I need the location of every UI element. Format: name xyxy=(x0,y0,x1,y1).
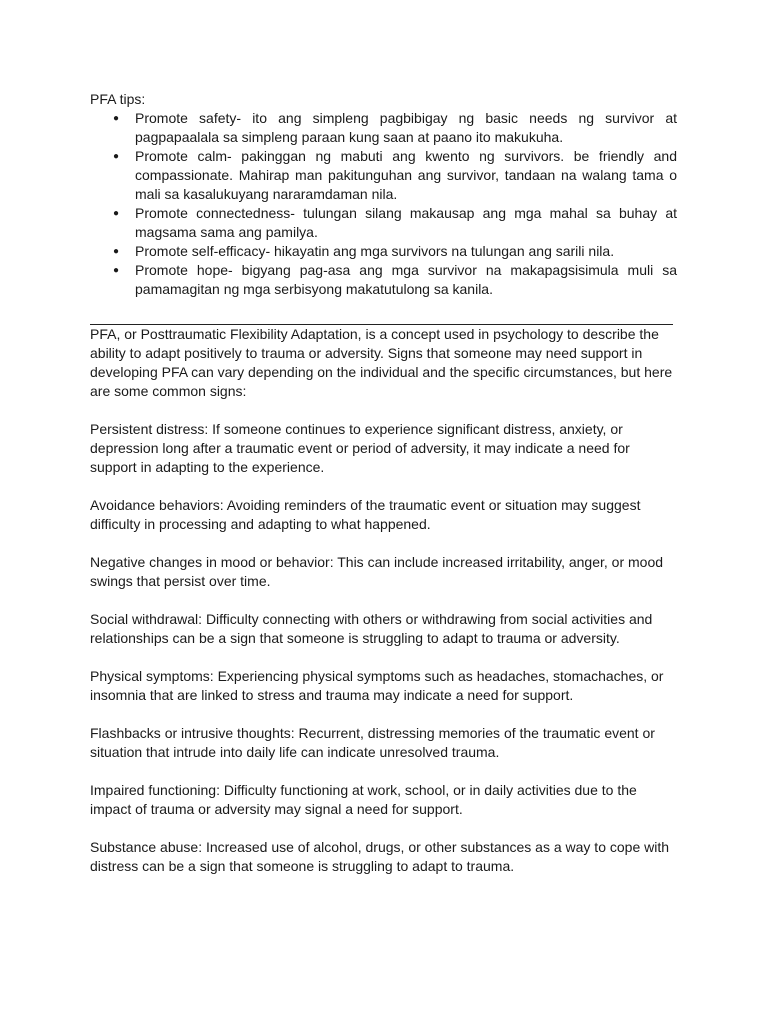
sign-substance-abuse: Substance abuse: Increased use of alcohol, drugs, or other substances as a way to cope with distress can be a sign that someone is struggling to adapt to trauma. xyxy=(90,839,670,874)
bullet-icon: ● xyxy=(113,208,120,219)
tip-text: Promote hope- bigyang pag-asa ang mga survivor na makapagsisimula muli sa pamamagitan ng mga serbisyong makatutulong sa kanila. xyxy=(135,262,677,297)
tip-item-self-efficacy xyxy=(90,242,677,261)
bullet-icon: ● xyxy=(113,246,120,257)
sign-physical-symptoms: Physical symptoms: Experiencing physical symptoms such as headaches, stomachaches, or insomnia that are linked to stress and trauma may indicate a need for support. xyxy=(90,668,664,703)
document-page xyxy=(90,90,677,895)
sign-persistent-distress: Persistent distress: If someone continues to experience significant distress, anxiety, or depression long after a traumatic event or period of adversity, it may indicate a need for support in adapting to the experience. xyxy=(90,421,630,475)
bullet-icon: ● xyxy=(113,151,120,162)
bullet-icon: ● xyxy=(113,265,120,276)
sign-social-withdrawal: Social withdrawal: Difficulty connecting with others or withdrawing from social activities and relationships can be a sign that someone is struggling to adapt to trauma or adversity. xyxy=(90,611,653,646)
bullet-icon: ● xyxy=(113,113,120,124)
tip-text: Promote safety- ito ang simpleng pagbibigay ng basic needs ng survivor at pagpapaalala sa simpleng paraan kung saan at paano ito makukuha. xyxy=(135,110,677,145)
sign-negative-changes: Negative changes in mood or behavior: This can include increased irritability, anger, or mood swings that persist over time. xyxy=(90,554,664,589)
sign-impaired-functioning: Impaired functioning: Difficulty functioning at work, school, or in daily activities due to the impact of trauma or adversity may signal a need for support. xyxy=(90,782,637,817)
tip-item-hope xyxy=(90,261,677,299)
tip-item-connectedness xyxy=(90,204,677,242)
pfa-tips-heading: PFA tips: xyxy=(90,91,146,107)
intro-paragraph: PFA, or Posttraumatic Flexibility Adaptation, is a concept used in psychology to describe the ability to adapt positively to trauma or adversity. Signs that someone may need support in developing PFA can vary depending on the individual and the specific circumstances, but here are some common signs: xyxy=(90,326,673,399)
tip-item-safety xyxy=(90,109,677,147)
tip-text: Promote self-efficacy- hikayatin ang mga survivors na tulungan ang sarili nila. xyxy=(135,243,615,259)
tip-text: Promote connectedness- tulungan silang makausap ang mga mahal sa buhay at magsama sama ang pamilya. xyxy=(135,205,677,240)
pfa-tips-list xyxy=(90,109,677,299)
sign-avoidance-behaviors: Avoidance behaviors: Avoiding reminders of the traumatic event or situation may suggest difficulty in processing and adapting to what happened. xyxy=(90,497,641,532)
tip-item-calm xyxy=(90,147,677,204)
tip-text: Promote calm- pakinggan ng mabuti ang kwento ng survivors. be friendly and compassionate. Mahirap man pakitunguhan ang survivor, tandaan na walang tama o mali sa kasalukuyang nararamdaman nila. xyxy=(135,148,677,202)
sign-flashbacks: Flashbacks or intrusive thoughts: Recurrent, distressing memories of the traumatic event or situation that intrude into daily life can indicate unresolved trauma. xyxy=(90,725,655,760)
